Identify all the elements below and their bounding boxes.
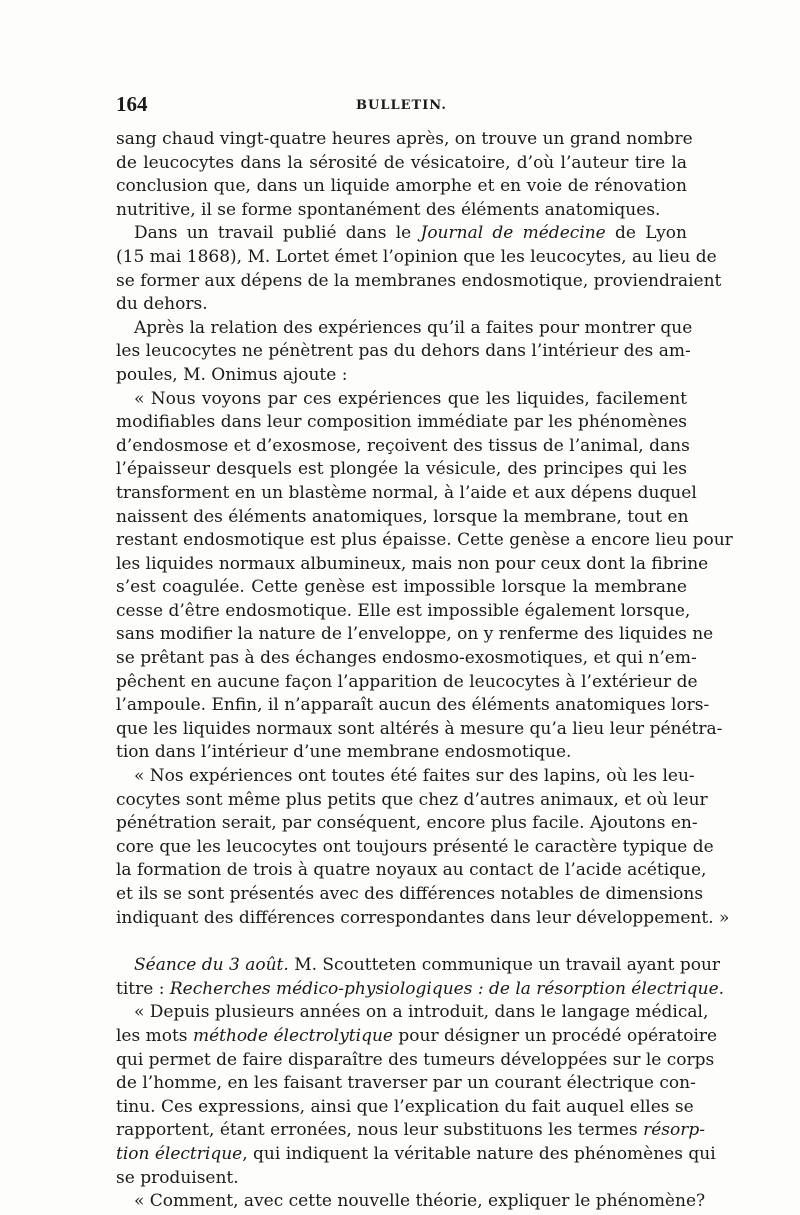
text-line: pénétration serait, par conséquent, encore plus facile. Ajoutons en- xyxy=(116,813,698,834)
text-line: l’ampoule. Enfin, il n’apparaît aucun des éléments anatomiques lors- xyxy=(116,695,710,716)
work-title: Recherches médico-physiologiques : de la résorption électrique. xyxy=(169,978,725,999)
text-line xyxy=(116,1143,716,1167)
text-line: sans modifier la nature de l’enveloppe, on y renferme des liquides ne xyxy=(116,624,714,645)
title-line xyxy=(116,978,725,1002)
text-line: que les liquides normaux sont altérés à mesure qu’a lieu leur pénétra- xyxy=(116,718,723,739)
seance-label: Séance du 3 août. xyxy=(134,955,289,976)
text-segment: titre : xyxy=(116,978,170,999)
text-line: « Comment, avec cette nouvelle théorie, expliquer le phénomène? xyxy=(134,1191,706,1212)
text-segment: les mots xyxy=(116,1025,193,1046)
text-line: l’épaisseur desquels est plongée la vésicule, des principes qui les xyxy=(116,459,687,480)
body-text xyxy=(116,128,733,1214)
text-line: les liquides normaux albumineux, mais non pour ceux dont la fibrine xyxy=(116,553,709,574)
text-line: (15 mai 1868), M. Lortet émet l’opinion que les leucocytes, au lieu de xyxy=(116,246,717,267)
text-line: tion dans l’intérieur d’une membrane endosmotique. xyxy=(116,742,572,763)
text-line xyxy=(116,222,687,246)
text-line: la formation de trois à quatre noyaux au contact de l’acide acétique, xyxy=(116,860,707,881)
text-line: d’endosmose et d’exosmose, reçoivent des tissus de l’animal, dans xyxy=(116,435,690,456)
text-line: se prêtant pas à des échanges endosmo-exosmotiques, et qui n’em- xyxy=(116,648,697,669)
text-line: « Nous voyons par ces expériences que les liquides, facilement xyxy=(134,388,687,409)
italic-term: méthode électrolytique xyxy=(192,1025,393,1046)
italic-term: tion électrique xyxy=(116,1143,243,1164)
text-line: conclusion que, dans un liquide amorphe et en voie de rénovation xyxy=(116,176,687,197)
text-line: de l’homme, en les faisant traverser par un courant électrique con- xyxy=(116,1073,696,1094)
text-line: sang chaud vingt-quatre heures après, on trouve un grand nombre xyxy=(116,129,693,149)
page-number: 164 xyxy=(116,92,148,116)
text-line xyxy=(116,1119,705,1143)
text-line: nutritive, il se forme spontanément des éléments anatomiques. xyxy=(116,199,661,220)
text-line: modifiables dans leur composition immédiate par les phénomènes xyxy=(116,412,687,433)
text-segment: Dans un travail publié dans le xyxy=(134,223,421,244)
text-line: se former aux dépens de la membranes endosmotique, proviendraient xyxy=(116,270,722,291)
text-line xyxy=(116,1025,718,1049)
text-line: cocytes sont même plus petits que chez d’autres animaux, et où leur xyxy=(116,789,708,810)
text-line: Après la relation des expériences qu’il a faites pour montrer que xyxy=(134,317,693,338)
seance-line xyxy=(116,954,721,978)
text-line: se produisent. xyxy=(116,1167,239,1188)
text-segment: pour désigner un procédé opératoire xyxy=(392,1025,718,1046)
text-line: « Nos expériences ont toutes été faites sur des lapins, où les leu- xyxy=(134,766,695,787)
text-line: restant endosmotique est plus épaisse. Cette genèse a encore lieu pour xyxy=(116,530,733,551)
text-line: qui permet de faire disparaître des tumeurs développées sur le corps xyxy=(116,1049,715,1070)
text-line: et ils se sont présentés avec des différences notables de dimensions xyxy=(116,884,704,904)
text-line: poules, M. Onimus ajoute : xyxy=(116,364,348,385)
text-line: core que les leucocytes ont toujours présenté le caractère typique de xyxy=(116,836,714,857)
text-line: du dehors. xyxy=(116,294,208,315)
section-gap xyxy=(116,930,687,954)
text-line: cesse d’être endosmotique. Elle est impossible également lorsque, xyxy=(116,600,691,621)
text-line: naissent des éléments anatomiques, lorsque la membrane, tout en xyxy=(116,506,689,527)
text-line: les leucocytes ne pénètrent pas du dehors dans l’intérieur des am- xyxy=(116,341,691,362)
page-header xyxy=(116,92,687,122)
text-segment: de Lyon xyxy=(605,223,687,244)
text-line: de leucocytes dans la sérosité de vésicatoire, d’où l’auteur tire la xyxy=(116,152,687,173)
text-line: tinu. Ces expressions, ainsi que l’explication du fait auquel elles se xyxy=(116,1096,694,1117)
text-line: s’est coagulée. Cette genèse est impossible lorsque la membrane xyxy=(116,577,687,598)
italic-term: résorp- xyxy=(643,1120,705,1141)
text-line: transforment en un blastème normal, à l’aide et aux dépens duquel xyxy=(116,482,697,503)
text-segment: , qui indiquent la véritable nature des phénomènes qui xyxy=(242,1143,716,1164)
journal-title: Journal de médecine xyxy=(420,223,606,244)
running-title: BULLETIN. xyxy=(356,98,447,113)
text-segment: M. Scoutteten communique un travail ayant pour xyxy=(288,955,721,976)
text-line: « Depuis plusieurs années on a introduit, dans le langage médical, xyxy=(134,1002,709,1023)
text-line: pêchent en aucune façon l’apparition de leucocytes à l’extérieur de xyxy=(116,671,698,692)
text-line: indiquant des différences correspondantes dans leur développement. » xyxy=(116,907,730,928)
text-segment: rapportent, étant erronées, nous leur substituons les termes xyxy=(116,1120,644,1141)
